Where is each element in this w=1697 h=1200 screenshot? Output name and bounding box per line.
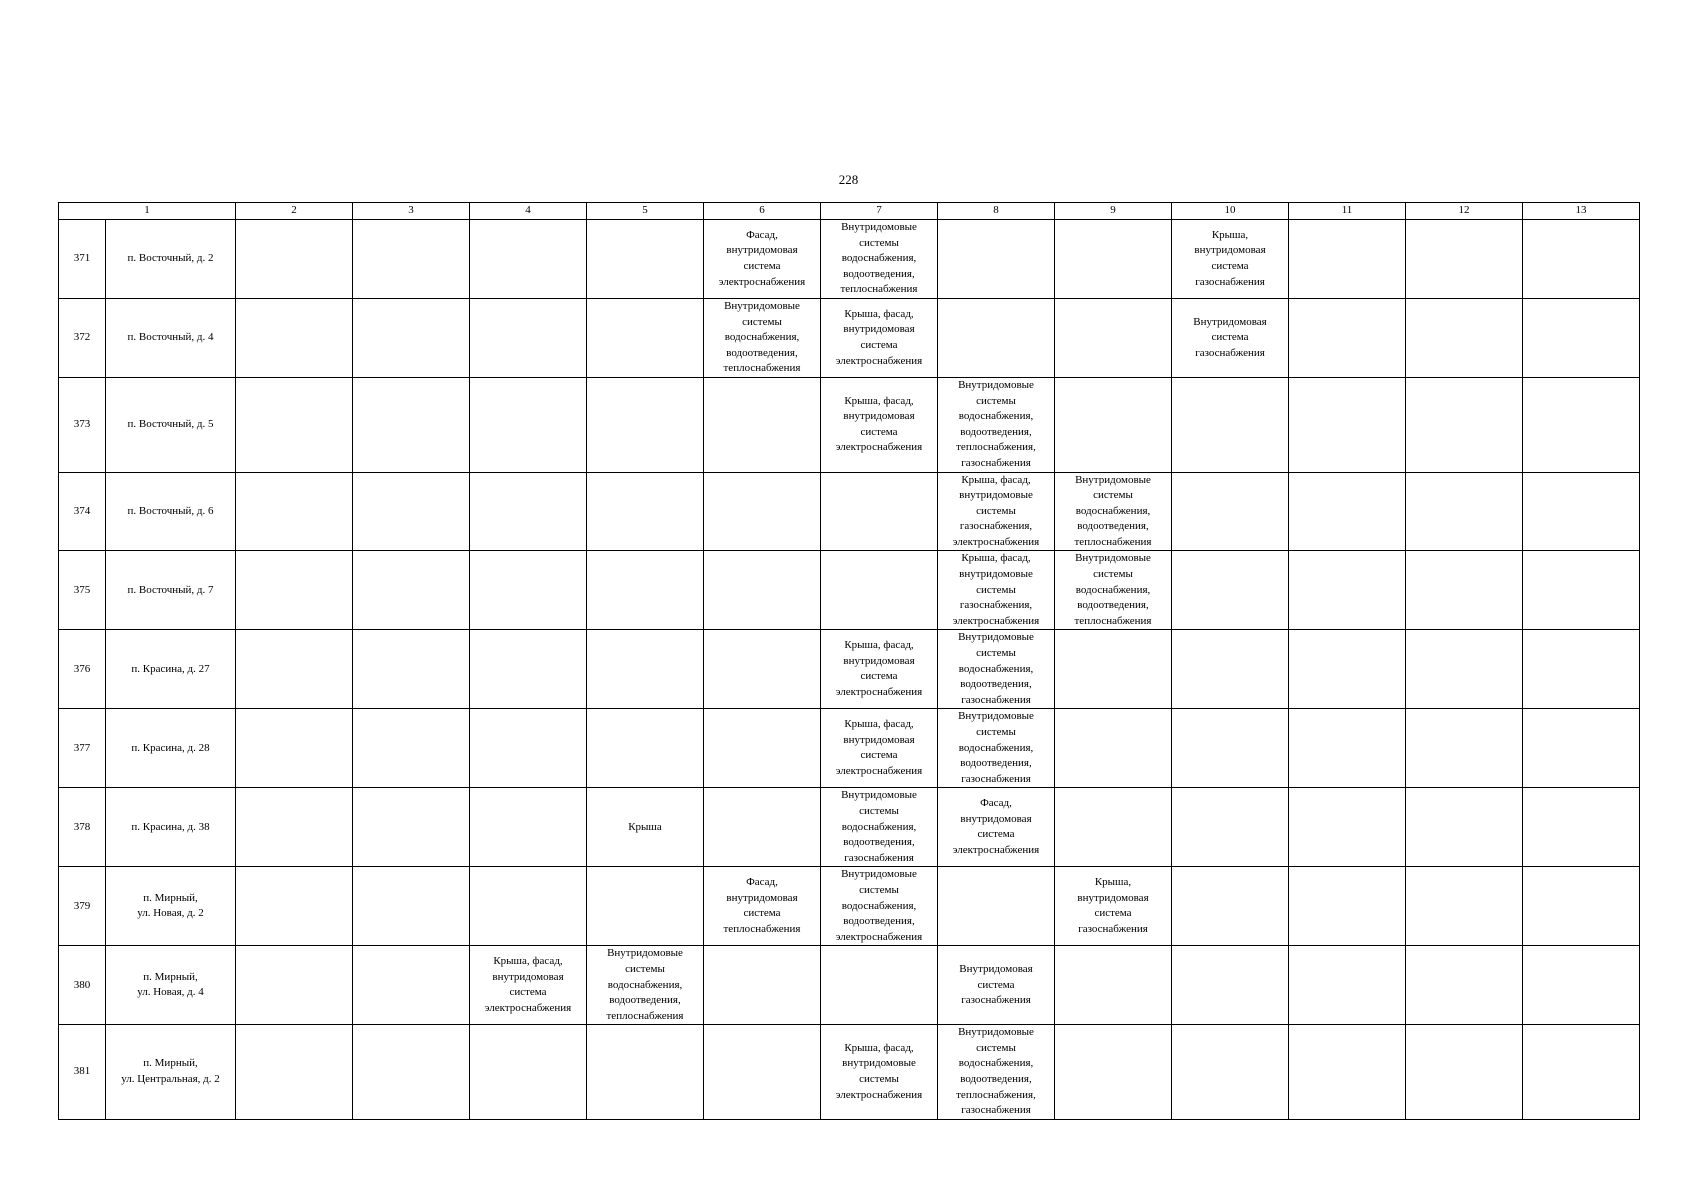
work-cell-col-13 bbox=[1523, 220, 1640, 299]
work-cell-col-4 bbox=[470, 867, 587, 946]
table-row bbox=[59, 1025, 1640, 1120]
work-cell-col-7 bbox=[821, 472, 938, 551]
row-number-cell: 376 bbox=[59, 630, 106, 709]
work-cell-col-6 bbox=[704, 551, 821, 630]
work-cell-col-8 bbox=[938, 298, 1055, 377]
work-description: Внутридомовые системы водоснабжения, водоотведения, теплоснабжения bbox=[1074, 473, 1152, 548]
work-cell-col-5 bbox=[587, 630, 704, 709]
address-text: п. Красина, д. 38 bbox=[131, 820, 210, 833]
work-cell-col-11 bbox=[1289, 472, 1406, 551]
work-cell-col-11 bbox=[1289, 709, 1406, 788]
table-row bbox=[59, 298, 1640, 377]
work-cell-col-3 bbox=[353, 377, 470, 472]
row-number-cell: 375 bbox=[59, 551, 106, 630]
work-description: Крыша, фасад, внутридомовые системы газоснабжения, электроснабжения bbox=[952, 473, 1040, 548]
work-description: Крыша, внутридомовая система газоснабжения bbox=[1194, 228, 1266, 288]
column-number-row bbox=[59, 203, 1640, 220]
work-cell-col-3 bbox=[353, 220, 470, 299]
work-cell-col-13 bbox=[1523, 867, 1640, 946]
work-cell-col-10 bbox=[1172, 709, 1289, 788]
work-cell-col-13 bbox=[1523, 946, 1640, 1025]
work-cell-col-5 bbox=[587, 220, 704, 299]
work-cell-col-13 bbox=[1523, 377, 1640, 472]
work-cell-col-9 bbox=[1055, 709, 1172, 788]
work-cell-col-9 bbox=[1055, 867, 1172, 946]
address-cell bbox=[106, 472, 236, 551]
work-cell-col-11 bbox=[1289, 551, 1406, 630]
address-text: п. Восточный, д. 6 bbox=[127, 504, 214, 517]
work-cell-col-9 bbox=[1055, 220, 1172, 299]
work-cell-col-5 bbox=[587, 472, 704, 551]
work-cell-col-7 bbox=[821, 298, 938, 377]
work-cell-col-6 bbox=[704, 946, 821, 1025]
row-number-cell: 380 bbox=[59, 946, 106, 1025]
work-cell-col-11 bbox=[1289, 630, 1406, 709]
column-header: 3 bbox=[353, 203, 470, 220]
work-cell-col-2 bbox=[236, 472, 353, 551]
work-cell-col-10 bbox=[1172, 377, 1289, 472]
work-description: Внутридомовая система газоснабжения bbox=[1193, 315, 1267, 359]
work-cell-col-5 bbox=[587, 867, 704, 946]
work-cell-col-4 bbox=[470, 472, 587, 551]
work-cell-col-12 bbox=[1406, 867, 1523, 946]
column-header: 5 bbox=[587, 203, 704, 220]
table-row bbox=[59, 946, 1640, 1025]
work-cell-col-6 bbox=[704, 1025, 821, 1120]
work-cell-col-3 bbox=[353, 298, 470, 377]
work-cell-col-11 bbox=[1289, 377, 1406, 472]
address-cell bbox=[106, 709, 236, 788]
column-header: 13 bbox=[1523, 203, 1640, 220]
work-description: Внутридомовые системы водоснабжения, водоотведения, теплоснабжения, газоснабжения bbox=[956, 1026, 1036, 1117]
work-description: Внутридомовые системы водоснабжения, водоотведения, теплоснабжения bbox=[723, 299, 801, 375]
work-cell-col-13 bbox=[1523, 298, 1640, 377]
work-cell-col-7 bbox=[821, 867, 938, 946]
page-number: 228 bbox=[838, 172, 859, 187]
work-cell-col-8 bbox=[938, 709, 1055, 788]
work-cell-col-4 bbox=[470, 551, 587, 630]
repair-schedule-table bbox=[58, 202, 1640, 1120]
work-cell-col-4 bbox=[470, 788, 587, 867]
work-cell-col-7 bbox=[821, 1025, 938, 1120]
work-description: Внутридомовые системы водоснабжения, водоотведения, газоснабжения bbox=[958, 631, 1034, 706]
column-header: 9 bbox=[1055, 203, 1172, 220]
work-cell-col-7 bbox=[821, 788, 938, 867]
work-cell-col-2 bbox=[236, 220, 353, 299]
address-text: п. Восточный, д. 4 bbox=[127, 331, 214, 344]
work-cell-col-8 bbox=[938, 377, 1055, 472]
address-cell bbox=[106, 551, 236, 630]
table-row bbox=[59, 472, 1640, 551]
work-cell-col-11 bbox=[1289, 298, 1406, 377]
work-cell-col-4 bbox=[470, 630, 587, 709]
work-cell-col-6 bbox=[704, 298, 821, 377]
work-cell-col-10 bbox=[1172, 867, 1289, 946]
work-cell-col-12 bbox=[1406, 630, 1523, 709]
work-cell-col-13 bbox=[1523, 630, 1640, 709]
row-number-cell: 373 bbox=[59, 377, 106, 472]
work-cell-col-12 bbox=[1406, 377, 1523, 472]
work-description: Внутридомовые системы водоснабжения, водоотведения, теплоснабжения, газоснабжения bbox=[956, 378, 1036, 469]
work-description: Крыша, фасад, внутридомовые системы газоснабжения, электроснабжения bbox=[952, 552, 1040, 627]
work-description: Крыша, внутридомовая система газоснабжения bbox=[1077, 876, 1149, 935]
work-cell-col-5 bbox=[587, 709, 704, 788]
work-cell-col-7 bbox=[821, 551, 938, 630]
address-text: п. Восточный, д. 2 bbox=[127, 252, 214, 265]
work-cell-col-3 bbox=[353, 709, 470, 788]
row-number-cell: 378 bbox=[59, 788, 106, 867]
work-cell-col-10 bbox=[1172, 551, 1289, 630]
column-header: 12 bbox=[1406, 203, 1523, 220]
work-description: Фасад, внутридомовая система электроснабжения bbox=[718, 228, 806, 288]
work-description: Внутридомовые системы водоснабжения, водоотведения, газоснабжения bbox=[958, 710, 1034, 785]
work-cell-col-4 bbox=[470, 1025, 587, 1120]
address-cell bbox=[106, 377, 236, 472]
address-cell bbox=[106, 298, 236, 377]
work-cell-col-12 bbox=[1406, 946, 1523, 1025]
address-cell bbox=[106, 946, 236, 1025]
work-cell-col-13 bbox=[1523, 709, 1640, 788]
work-cell-col-8 bbox=[938, 946, 1055, 1025]
work-cell-col-2 bbox=[236, 867, 353, 946]
address-text: п. Красина, д. 28 bbox=[131, 741, 210, 754]
work-cell-col-11 bbox=[1289, 1025, 1406, 1120]
work-cell-col-9 bbox=[1055, 788, 1172, 867]
address-cell bbox=[106, 220, 236, 299]
work-cell-col-3 bbox=[353, 551, 470, 630]
work-description: Внутридомовые системы водоснабжения, водоотведения, теплоснабжения bbox=[606, 947, 684, 1022]
work-description: Крыша, фасад, внутридомовая система электроснабжения bbox=[484, 955, 572, 1014]
work-cell-col-10 bbox=[1172, 946, 1289, 1025]
work-cell-col-9 bbox=[1055, 946, 1172, 1025]
work-description: Внутридомовая система газоснабжения bbox=[959, 962, 1033, 1007]
work-cell-col-4 bbox=[470, 946, 587, 1025]
work-description: Фасад, внутридомовая система теплоснабжения bbox=[723, 876, 801, 935]
work-cell-col-9 bbox=[1055, 298, 1172, 377]
work-cell-col-12 bbox=[1406, 298, 1523, 377]
column-header: 6 bbox=[704, 203, 821, 220]
work-description: Внутридомовые системы водоснабжения, водоотведения, теплоснабжения bbox=[840, 221, 918, 296]
column-header: 8 bbox=[938, 203, 1055, 220]
work-cell-col-12 bbox=[1406, 709, 1523, 788]
address-text: п. Красина, д. 27 bbox=[131, 662, 210, 675]
work-cell-col-5 bbox=[587, 788, 704, 867]
table-row bbox=[59, 551, 1640, 630]
work-description: Крыша, фасад, внутридомовые системы электроснабжения bbox=[835, 1041, 923, 1101]
address-cell bbox=[106, 1025, 236, 1120]
work-cell-col-13 bbox=[1523, 472, 1640, 551]
work-cell-col-11 bbox=[1289, 220, 1406, 299]
address-cell bbox=[106, 630, 236, 709]
work-cell-col-6 bbox=[704, 867, 821, 946]
work-cell-col-11 bbox=[1289, 946, 1406, 1025]
work-cell-col-9 bbox=[1055, 377, 1172, 472]
work-cell-col-5 bbox=[587, 1025, 704, 1120]
work-cell-col-11 bbox=[1289, 867, 1406, 946]
work-cell-col-10 bbox=[1172, 298, 1289, 377]
work-description: Внутридомовые системы водоснабжения, водоотведения, теплоснабжения bbox=[1074, 552, 1152, 627]
work-cell-col-2 bbox=[236, 551, 353, 630]
work-cell-col-11 bbox=[1289, 788, 1406, 867]
work-cell-col-12 bbox=[1406, 220, 1523, 299]
column-header: 2 bbox=[236, 203, 353, 220]
table-row bbox=[59, 788, 1640, 867]
row-number-cell: 379 bbox=[59, 867, 106, 946]
work-cell-col-2 bbox=[236, 630, 353, 709]
work-cell-col-7 bbox=[821, 946, 938, 1025]
work-cell-col-8 bbox=[938, 630, 1055, 709]
work-description: Фасад, внутридомовая система электроснабжения bbox=[952, 797, 1040, 856]
work-cell-col-7 bbox=[821, 377, 938, 472]
work-cell-col-3 bbox=[353, 472, 470, 551]
table-row bbox=[59, 630, 1640, 709]
work-cell-col-9 bbox=[1055, 551, 1172, 630]
work-cell-col-12 bbox=[1406, 551, 1523, 630]
work-cell-col-6 bbox=[704, 472, 821, 551]
work-cell-col-12 bbox=[1406, 472, 1523, 551]
work-cell-col-2 bbox=[236, 298, 353, 377]
column-header: 7 bbox=[821, 203, 938, 220]
work-cell-col-8 bbox=[938, 867, 1055, 946]
work-cell-col-5 bbox=[587, 946, 704, 1025]
work-cell-col-3 bbox=[353, 946, 470, 1025]
table-row bbox=[59, 377, 1640, 472]
work-cell-col-12 bbox=[1406, 1025, 1523, 1120]
table-row bbox=[59, 867, 1640, 946]
work-cell-col-2 bbox=[236, 1025, 353, 1120]
work-cell-col-5 bbox=[587, 298, 704, 377]
address-cell bbox=[106, 788, 236, 867]
work-cell-col-8 bbox=[938, 788, 1055, 867]
address-text: п. Восточный, д. 5 bbox=[127, 417, 214, 430]
work-cell-col-4 bbox=[470, 220, 587, 299]
work-cell-col-9 bbox=[1055, 1025, 1172, 1120]
work-cell-col-6 bbox=[704, 377, 821, 472]
work-cell-col-5 bbox=[587, 377, 704, 472]
column-header: 11 bbox=[1289, 203, 1406, 220]
table-row bbox=[59, 220, 1640, 299]
work-cell-col-8 bbox=[938, 551, 1055, 630]
table-body bbox=[59, 203, 1640, 1120]
work-cell-col-8 bbox=[938, 1025, 1055, 1120]
work-cell-col-4 bbox=[470, 377, 587, 472]
work-cell-col-13 bbox=[1523, 551, 1640, 630]
address-text: п. Мирный, ул. Центральная, д. 2 bbox=[121, 1057, 220, 1086]
work-description: Крыша, фасад, внутридомовая система электроснабжения bbox=[835, 394, 923, 454]
work-cell-col-2 bbox=[236, 377, 353, 472]
work-cell-col-10 bbox=[1172, 220, 1289, 299]
work-cell-col-13 bbox=[1523, 788, 1640, 867]
work-cell-col-7 bbox=[821, 220, 938, 299]
work-cell-col-3 bbox=[353, 630, 470, 709]
work-cell-col-6 bbox=[704, 630, 821, 709]
work-cell-col-2 bbox=[236, 788, 353, 867]
work-cell-col-3 bbox=[353, 867, 470, 946]
work-cell-col-10 bbox=[1172, 472, 1289, 551]
row-number-cell: 372 bbox=[59, 298, 106, 377]
work-cell-col-7 bbox=[821, 630, 938, 709]
work-cell-col-3 bbox=[353, 1025, 470, 1120]
table-row bbox=[59, 709, 1640, 788]
address-text: п. Мирный, ул. Новая, д. 4 bbox=[137, 970, 204, 999]
work-cell-col-8 bbox=[938, 220, 1055, 299]
row-number-cell: 374 bbox=[59, 472, 106, 551]
work-cell-col-4 bbox=[470, 709, 587, 788]
work-cell-col-10 bbox=[1172, 630, 1289, 709]
work-cell-col-13 bbox=[1523, 1025, 1640, 1120]
work-description: Крыша, фасад, внутридомовая система электроснабжения bbox=[835, 718, 923, 777]
row-number-cell: 377 bbox=[59, 709, 106, 788]
work-cell-col-4 bbox=[470, 298, 587, 377]
work-cell-col-12 bbox=[1406, 788, 1523, 867]
column-header: 4 bbox=[470, 203, 587, 220]
work-cell-col-6 bbox=[704, 220, 821, 299]
work-cell-col-6 bbox=[704, 709, 821, 788]
work-cell-col-6 bbox=[704, 788, 821, 867]
work-cell-col-7 bbox=[821, 709, 938, 788]
work-cell-col-3 bbox=[353, 788, 470, 867]
address-text: п. Мирный, ул. Новая, д. 2 bbox=[137, 891, 204, 920]
column-header: 10 bbox=[1172, 203, 1289, 220]
work-cell-col-10 bbox=[1172, 788, 1289, 867]
work-description: Крыша, фасад, внутридомовая система электроснабжения bbox=[835, 639, 923, 699]
work-cell-col-8 bbox=[938, 472, 1055, 551]
work-cell-col-9 bbox=[1055, 472, 1172, 551]
row-number-cell: 381 bbox=[59, 1025, 106, 1120]
row-number-cell: 371 bbox=[59, 220, 106, 299]
work-description: Крыша, фасад, внутридомовая система электроснабжения bbox=[835, 307, 923, 367]
work-cell-col-2 bbox=[236, 709, 353, 788]
work-cell-col-9 bbox=[1055, 630, 1172, 709]
column-header: 1 bbox=[59, 203, 236, 220]
work-cell-col-10 bbox=[1172, 1025, 1289, 1120]
address-cell bbox=[106, 867, 236, 946]
work-description: Крыша bbox=[628, 820, 662, 833]
work-description: Внутридомовые системы водоснабжения, водоотведения, газоснабжения bbox=[841, 789, 917, 864]
address-text: п. Восточный, д. 7 bbox=[127, 583, 214, 596]
work-cell-col-2 bbox=[236, 946, 353, 1025]
work-cell-col-5 bbox=[587, 551, 704, 630]
work-description: Внутридомовые системы водоснабжения, водоотведения, электроснабжения bbox=[835, 868, 923, 943]
